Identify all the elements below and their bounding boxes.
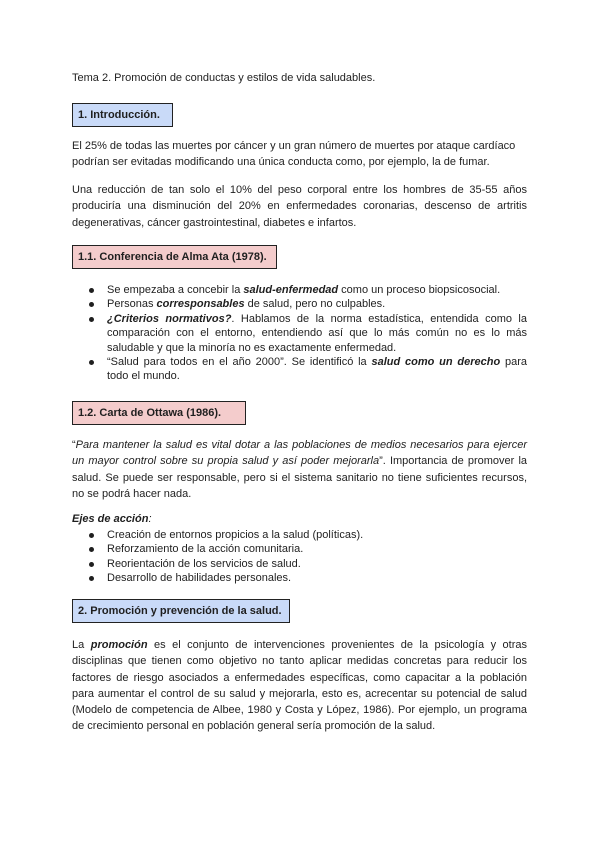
ejes-bullet-list (72, 528, 527, 586)
bullet-icon (89, 360, 94, 365)
section-heading-introduccion: 1. Introducción. (72, 103, 173, 127)
bullet-icon (89, 288, 94, 293)
bullet-icon (89, 302, 94, 307)
bullet-icon (89, 317, 94, 322)
promocion-paragraph: La promoción es el conjunto de intervenciones provenientes de la psicología y otras disciplinas que tienen como objetivo no tanto aplicar medidas concretas para reducir los factores de riesgo asociados a enfermedades específicas, como capacitar a la población para aumentar el control de su salud y mejorarla, esto es, acrecentar su potencial de salud (Modelo de competencia de Albee, 1980 y Costa y López, 1986). Por ejemplo, un programa de crecimiento personal en población general sería promoción de la salud. (72, 639, 527, 733)
list-item: Se empezaba a concebir la salud-enfermedad como un proceso biopsicosocial. (72, 283, 527, 297)
list-item: ¿Criterios normativos?. Hablamos de la norma estadística, entendida como la comparación con el entorno, entendiendo así que lo más común no es lo más saludable y que la minoría no es exactamente enfermedad. (72, 312, 527, 355)
intro-paragraph-2: Una reducción de tan solo el 10% del peso corporal entre los hombres de 35-55 años produciría una disminución del 20% en enfermedades coronarias, descenso de artritis degenerativas, cáncer gastrointestinal, diabetes e infartos. (72, 184, 527, 229)
section-heading-alma-ata: 1.1. Conferencia de Alma Ata (1978). (72, 245, 277, 269)
bullet-icon (89, 533, 94, 538)
alma-ata-bullet-list (72, 283, 527, 384)
intro-paragraph-1: El 25% de todas las muertes por cáncer y un gran número de muertes por ataque cardíaco podrían ser evitadas modificando una única conducta como, por ejemplo, la de fumar. (72, 140, 516, 169)
ottawa-quote-paragraph: “Para mantener la salud es vital dotar a las poblaciones de medios necesarios para ejercer un mayor control sobre su propia salud y así poder mejorarla”. Importancia de promover la salud. Se puede ser responsable, pero si el sistema sanitario no tiene suficientes recursos, no se podrá hacer nada. (72, 439, 528, 500)
section-heading-promocion: 2. Promoción y prevención de la salud. (72, 599, 290, 623)
list-item: Creación de entornos propicios a la salud (políticas). (72, 528, 527, 542)
bullet-icon (89, 576, 94, 581)
bullet-icon (89, 562, 94, 567)
list-item: Desarrollo de habilidades personales. (72, 571, 527, 585)
list-item: Reforzamiento de la acción comunitaria. (72, 542, 527, 556)
document-title: Tema 2. Promoción de conductas y estilos de vida saludables. (72, 72, 376, 84)
section-heading-ottawa: 1.2. Carta de Ottawa (1986). (72, 401, 246, 425)
list-item: Personas corresponsables de salud, pero no culpables. (72, 297, 527, 311)
ejes-de-accion-label: Ejes de acción: (72, 513, 152, 525)
bullet-icon (89, 547, 94, 552)
list-item: “Salud para todos en el año 2000”. Se identificó la salud como un derecho para todo el mundo. (72, 355, 527, 384)
list-item: Reorientación de los servicios de salud. (72, 557, 527, 571)
